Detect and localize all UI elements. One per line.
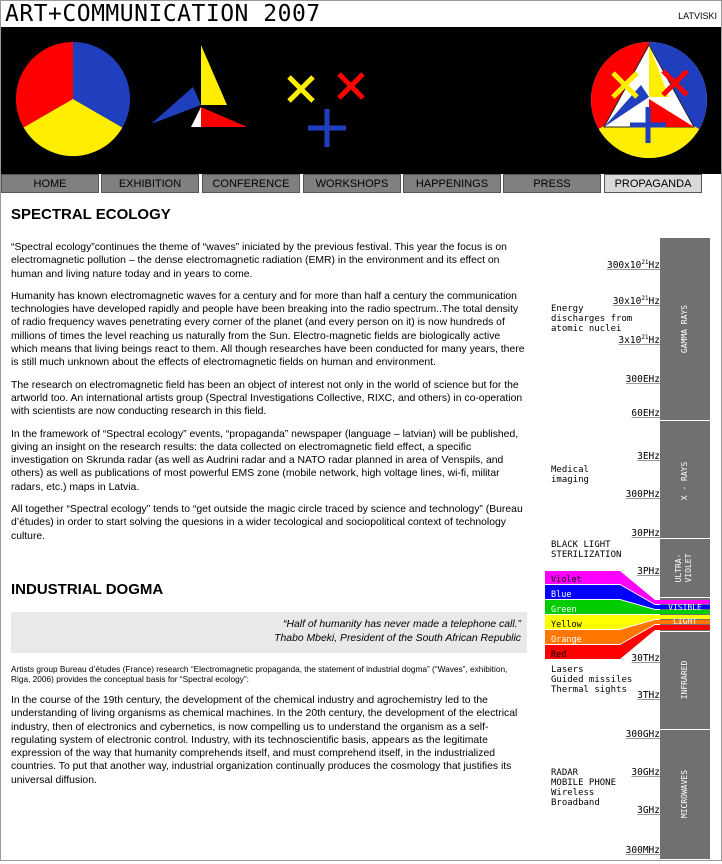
spectrum-chart bbox=[545, 238, 710, 859]
band-label-xray: X - RAYS bbox=[680, 461, 689, 501]
banner bbox=[1, 27, 721, 174]
desc-uv: BLACK LIGHT STERILIZATION bbox=[551, 540, 622, 560]
paragraph: The research on electromagnetic field has been an object of interest not only in the world of science but for the artworld too. An international artists group (Spectral Investigations Collective, RIXC, and others) in co-operation with scientists are now conducting research in this field. bbox=[11, 379, 523, 418]
freq-label: 300EHz bbox=[625, 374, 660, 385]
freq-label: $30x10^{21}Hz$ bbox=[612, 295, 660, 308]
freq-label: 300MHz bbox=[625, 845, 660, 856]
band-label-gamma: GAMMA RAYS bbox=[680, 304, 689, 354]
freq-label: 300PHz bbox=[625, 489, 660, 500]
quote-author: Thabo Mbeki, President of the South African Republic bbox=[274, 632, 521, 644]
crosses-logo bbox=[289, 74, 363, 147]
color-violet: Violet bbox=[551, 575, 582, 585]
nav-happenings[interactable]: HAPPENINGS bbox=[403, 174, 501, 193]
freq-label: 30GHz bbox=[631, 767, 660, 778]
nav-workshops[interactable]: WORKSHOPS bbox=[303, 174, 401, 193]
site-header bbox=[1, 1, 721, 27]
color-orange: Orange bbox=[551, 635, 582, 645]
nav-press[interactable]: PRESS bbox=[503, 174, 601, 193]
desc-microwaves: RADAR MOBILE PHONE Wireless Broadband bbox=[551, 768, 617, 808]
section-title-industrial-dogma: INDUSTRIAL DOGMA bbox=[11, 580, 164, 598]
nav-home[interactable]: HOME bbox=[1, 174, 99, 193]
color-green: Green bbox=[551, 605, 577, 615]
desc-infrared: Lasers Guided missiles Thermal sights bbox=[551, 665, 633, 695]
paragraph: All together “Spectral ecology” tends to “get outside the magic circle traced by science and technology” (Bureau d’études) in order to start solving the quesions in a wider tecological and sociopolitical context of technology culture. bbox=[11, 504, 523, 542]
section-title-spectral-ecology: SPECTRAL ECOLOGY bbox=[11, 206, 171, 223]
band-label-microwaves: MICROWAVES bbox=[680, 769, 689, 819]
nav-propaganda[interactable]: PROPAGANDA bbox=[604, 174, 702, 193]
paragraph: In the framework of “Spectral ecology” events, “propaganda” newspaper (language – latvian) will be published, giving an insight on the research results: the data collected on electromagnetic field effect, a specific investigation on Skrunda radar (as well as Audrini radar and a NATO radar planned in area of Venspils, and others) as well as publications of most powerful EMS zone (mobile network, high voltage lines, wi-fi, militar radars, etc.) maps in Latvia. bbox=[11, 428, 519, 493]
freq-label: 30PHz bbox=[631, 528, 660, 539]
freq-label: 300GHz bbox=[625, 729, 660, 740]
freq-label: 3EHz bbox=[637, 451, 660, 462]
main-content bbox=[11, 206, 527, 787]
paragraph: In the course of the 19th century, the development of the chemical industry and agrochemistry led to the understanding of living organisms as chemical machines. In the 20th century, the development of the electrical industry, then of electronics and cybernetics, is now compelling us to understand the organism as a self-regulating system of electronic control. Industry, with its technoscientific basis, appears as the legitimate expression of the way that humanity comprehends itself, and must comprehend itself, in the industrialized countries. To put that another way, industrial organization continually produces the cosmology that justifies its universal diffusion. bbox=[11, 694, 518, 786]
freq-label: $3x10^{21}Hz$ bbox=[618, 334, 660, 347]
freq-label: 30THz bbox=[631, 653, 660, 664]
desc-gamma: Energy discharges from atomic nuclei bbox=[551, 304, 633, 334]
band-label-visible-1: VISIBLE bbox=[668, 603, 702, 612]
color-red: Red bbox=[551, 650, 567, 660]
band-label-visible-2: LIGHT bbox=[672, 617, 698, 626]
band-label-uv-2: VIOLET bbox=[684, 553, 693, 583]
freq-label: 60EHz bbox=[631, 408, 660, 419]
combined-logo bbox=[591, 42, 707, 158]
paragraph: Humanity has known electromagnetic waves for a century and for more than half a century the communication technologies have developed rapidly and people have been breaking into the radio spectrum..The total density of radio frequency waves penetrating every corner of the planet (and every person on it) is now hundreds of millions of times the level reaching us naturally from the Sun. Electro-magnetic fields are biologically active which means that living beings react to them. All though researches have been conducted for many years, there is still much unknown about the effects of electromagnetic fields on human and environment. bbox=[11, 290, 525, 369]
color-blue: Blue bbox=[551, 590, 572, 600]
paragraph: “Spectral ecology”continues the theme of “waves” iniciated by the previous festival. This year the focus is on electromagnetic pollution – the dense electromagnetic radiation (EMR) in the environment and its effect on human and living nature today and in years to come. bbox=[11, 242, 507, 280]
nav-exhibition[interactable]: EXHIBITION bbox=[101, 174, 199, 193]
color-yellow: Yellow bbox=[551, 620, 582, 630]
banner-graphic bbox=[1, 27, 721, 174]
pinwheel-logo bbox=[151, 45, 247, 127]
band-label-uv-1: ULTRA- bbox=[674, 553, 683, 583]
intro-note: Artists group Bureau d’études (France) research “Electromagnetic propaganda, the statement of industrial dogma” (“Waves”, exhibition, Riga, 2006) provides the conceptual basis for “Spectral ecology”: bbox=[11, 663, 508, 685]
quote-box bbox=[11, 612, 527, 653]
freq-label: 3THz bbox=[637, 690, 660, 701]
freq-label: 3PHz bbox=[637, 566, 660, 577]
color-names bbox=[551, 573, 582, 663]
desc-xray: Medical imaging bbox=[551, 465, 589, 485]
pie-logo bbox=[16, 42, 130, 156]
nav-conference[interactable]: CONFERENCE bbox=[202, 174, 300, 193]
band-label-infrared: INFRARED bbox=[680, 660, 689, 700]
main-nav bbox=[1, 174, 721, 194]
freq-label: 3GHz bbox=[637, 805, 660, 816]
quote-text: “Half of humanity has never made a telephone call.” bbox=[283, 618, 521, 630]
site-title: ART+COMMUNICATION 2007 bbox=[5, 1, 321, 27]
freq-label: $300x10^{21}Hz$ bbox=[606, 259, 660, 272]
language-link[interactable]: LATVISKI bbox=[678, 11, 717, 21]
